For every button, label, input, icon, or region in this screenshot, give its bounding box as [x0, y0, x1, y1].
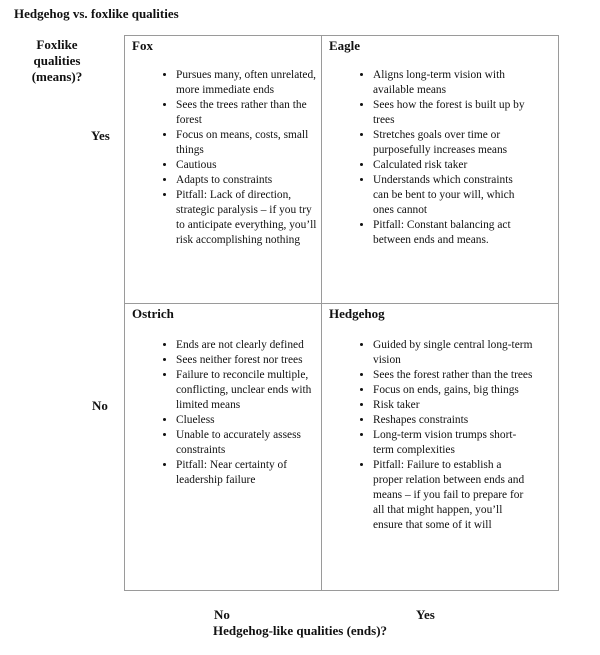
- list-item: • Sees the trees rather than the forest: [176, 98, 318, 128]
- figure-title: Hedgehog vs. foxlike qualities: [14, 6, 179, 21]
- list-item: • Pitfall: Near certainty of leadership failure: [176, 458, 331, 488]
- list-item: • Unable to accurately assess constraints: [176, 428, 331, 458]
- quadrant-fox: [125, 36, 321, 303]
- list-item: • Pitfall: Constant balancing act between ends and means.: [373, 218, 531, 248]
- list-item: • Failure to reconcile multiple, conflicting, unclear ends with limited means: [176, 368, 331, 413]
- list-item: • Clueless: [176, 413, 331, 428]
- list-item: • Calculated risk taker: [373, 158, 531, 173]
- quadrant-ostrich: [125, 304, 321, 590]
- list-item: • Ends are not clearly defined: [176, 338, 331, 353]
- quadrant-title: Hedgehog: [329, 306, 385, 321]
- list-item: • Reshapes constraints: [373, 413, 533, 428]
- list-item: • Pursues many, often unrelated, more immediate ends: [176, 68, 318, 98]
- quadrant-list: [158, 68, 318, 248]
- quadrant-grid: [124, 35, 559, 591]
- list-item: • Cautious: [176, 158, 318, 173]
- list-item: • Sees how the forest is built up by trees: [373, 98, 531, 128]
- col-label-no: No: [214, 607, 230, 622]
- list-item: • Long-term vision trumps short-term complexities: [373, 428, 533, 458]
- list-item: • Pitfall: Lack of direction, strategic paralysis – if you try to anticipate everything, you’ll risk accomplishing nothing: [176, 188, 318, 248]
- quadrant-list: [355, 68, 531, 248]
- list-item: • Guided by single central long-term vision: [373, 338, 533, 368]
- quadrant-title: Eagle: [329, 38, 361, 53]
- quadrant-title: Ostrich: [132, 306, 174, 321]
- list-item: • Sees the forest rather than the trees: [373, 368, 533, 383]
- col-label-yes: Yes: [416, 607, 435, 622]
- row-axis-title: Foxlike qualities (means)?: [31, 37, 83, 84]
- list-item: • Risk taker: [373, 398, 533, 413]
- col-axis-title: Hedgehog-like qualities (ends)?: [212, 623, 388, 638]
- quadrant-hedgehog: [322, 304, 559, 590]
- quadrant-title: Fox: [132, 38, 153, 53]
- list-item: • Adapts to constraints: [176, 173, 318, 188]
- quadrant-list: [158, 338, 331, 488]
- list-item: • Sees neither forest nor trees: [176, 353, 331, 368]
- quadrant-eagle: [322, 36, 559, 303]
- list-item: • Pitfall: Failure to establish a proper relation between ends and means – if you fail to prepare for all that might happen, you’ll ensure that some of it will: [373, 458, 533, 533]
- row-label-no: No: [92, 398, 108, 413]
- list-item: • Understands which constraints can be bent to your will, which ones cannot: [373, 173, 531, 218]
- list-item: • Aligns long-term vision with available means: [373, 68, 531, 98]
- list-item: • Stretches goals over time or purposefully increases means: [373, 128, 531, 158]
- list-item: • Focus on means, costs, small things: [176, 128, 318, 158]
- row-label-yes: Yes: [91, 128, 110, 143]
- list-item: • Focus on ends, gains, big things: [373, 383, 533, 398]
- quadrant-list: [355, 338, 533, 533]
